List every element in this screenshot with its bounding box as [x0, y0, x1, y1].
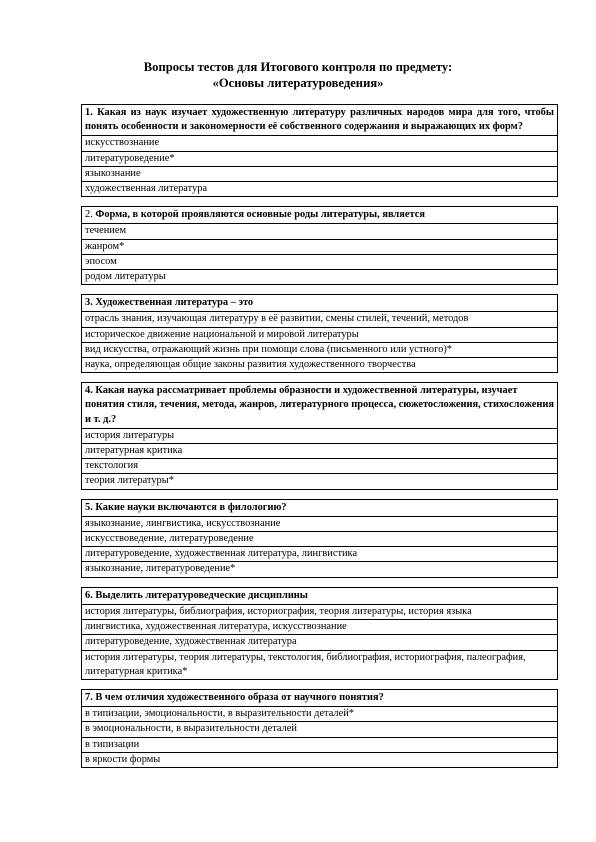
answer-option: искусствоведение, литературоведение — [82, 531, 557, 546]
answer-option: наука, определяющая общие законы развития художественного творчества — [82, 357, 557, 372]
answer-option: эпосом — [82, 254, 557, 269]
answer-option: в эмоциональности, в выразительности деталей — [82, 721, 557, 736]
answer-option: теория литературы* — [82, 473, 557, 488]
question-number: 4. — [85, 385, 93, 397]
answer-option: языкознание, литературоведение* — [82, 561, 557, 576]
answer-option: языкознание — [82, 166, 557, 181]
question-text: В чем отличия художественного образа от научного понятия? — [95, 691, 384, 703]
question-block — [81, 382, 558, 489]
question-number: 5. — [85, 501, 93, 513]
question-text: Какие науки включаются в филологию? — [95, 501, 287, 513]
answer-option: отрасль знания, изучающая литературу в её развитии, смены стилей, течений, методов — [82, 311, 557, 326]
question-block — [81, 499, 558, 578]
questions-list — [81, 104, 558, 777]
document-title — [0, 59, 596, 91]
question-block — [81, 104, 558, 197]
question-heading — [82, 105, 557, 135]
question-heading — [82, 295, 557, 311]
answer-option: в типизации — [82, 737, 557, 752]
question-text: Какая из наук изучает художественную литературу различных народов мира для того, чтобы понять особенности и закономерности её собственного содержания и выражающих их форм? — [85, 107, 554, 133]
answer-option: художественная литература — [82, 181, 557, 196]
question-number: 7. — [85, 691, 93, 703]
question-heading — [82, 690, 557, 706]
question-heading — [82, 588, 557, 604]
answer-option: литературоведение, художественная литература — [82, 634, 557, 649]
question-number: 3. — [85, 297, 93, 309]
question-block — [81, 587, 558, 680]
question-block — [81, 689, 558, 768]
question-block — [81, 206, 558, 285]
question-heading — [82, 500, 557, 516]
answer-option: история литературы — [82, 428, 557, 443]
question-heading — [82, 207, 557, 223]
answer-option: родом литературы — [82, 269, 557, 284]
answer-option: лингвистика, художественная литература, искусствознание — [82, 619, 557, 634]
answer-option: течением — [82, 223, 557, 238]
question-number: 2. — [85, 209, 93, 221]
answer-option: литературная критика — [82, 443, 557, 458]
answer-option: жанром* — [82, 239, 557, 254]
answer-option: литературоведение* — [82, 151, 557, 166]
answer-option: история литературы, теория литературы, текстология, библиография, историография, палеография, литературная критика* — [82, 650, 557, 679]
answer-option: вид искусства, отражающий жизнь при помощи слова (письменного или устного)* — [82, 342, 557, 357]
question-text: Форма, в которой проявляются основные роды литературы, является — [95, 209, 425, 221]
answer-option: в типизации, эмоциональности, в выразительности деталей* — [82, 706, 557, 721]
answer-option: в яркости формы — [82, 752, 557, 767]
question-text: Какая наука рассматривает проблемы образности и художественной литературы, изучает понятия стиля, течения, метода, жанров, литературного процесса, сюжетосложения, стихосложения и т. д.? — [85, 385, 554, 425]
answer-option: историческое движение национальной и мировой литературы — [82, 327, 557, 342]
question-text: Выделить литературоведческие дисциплины — [95, 589, 308, 601]
answer-option: искусствознание — [82, 135, 557, 150]
answer-option: текстология — [82, 458, 557, 473]
question-block — [81, 294, 558, 373]
question-number: 1. — [85, 107, 93, 118]
answer-option: языкознание, лингвистика, искусствознание — [82, 516, 557, 531]
answer-option: литературоведение, художественная литература, лингвистика — [82, 546, 557, 561]
title-line-1: Вопросы тестов для Итогового контроля по предмету: — [143, 60, 453, 74]
question-number: 6. — [85, 589, 93, 601]
title-line-2: «Основы литературоведения» — [212, 76, 384, 90]
answer-option: история литературы, библиография, историография, теория литературы, история языка — [82, 604, 557, 619]
question-heading — [82, 383, 557, 428]
question-text: Художественная литература – это — [95, 297, 254, 309]
